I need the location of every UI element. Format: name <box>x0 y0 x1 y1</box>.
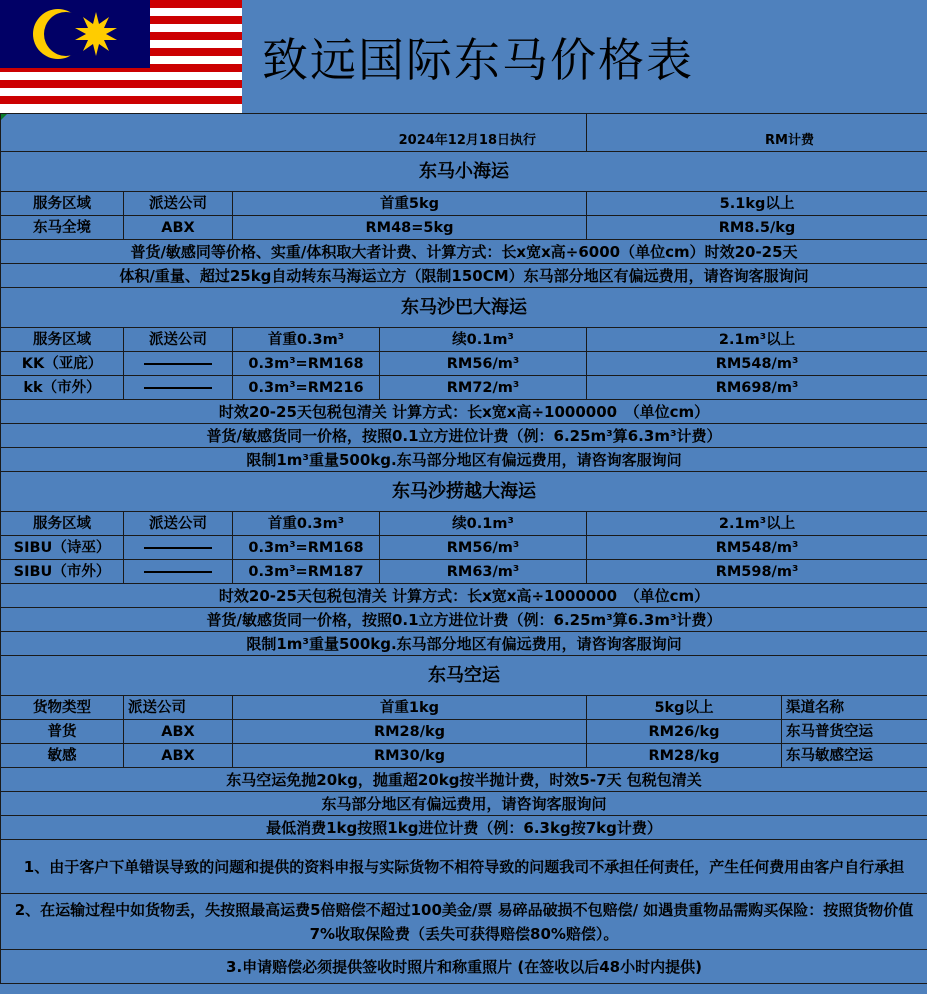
table-header-row <box>1 512 927 536</box>
effective-date: 2024年12月18日执行 <box>1 114 587 152</box>
note-row: 时效20-25天包税包清关 计算方式：长x宽x高÷1000000 （单位cm） <box>1 584 927 608</box>
table-header-row <box>1 192 927 216</box>
table-cell: KK（亚庇） <box>1 352 124 376</box>
table-cell: 0.3m³=RM187 <box>233 560 380 584</box>
table-cell: SIBU（诗巫） <box>1 536 124 560</box>
header-cell: 服务区域 <box>1 328 124 352</box>
table-cell: 0.3m³=RM216 <box>233 376 380 400</box>
table-cell: RM26/kg <box>587 720 782 744</box>
table-cell: ABX <box>124 216 233 240</box>
header-cell: 派送公司 <box>124 512 233 536</box>
header-cell: 服务区域 <box>1 192 124 216</box>
table-cell: 敏感 <box>1 744 124 768</box>
table-cell: RM598/m³ <box>587 560 927 584</box>
table-cell: RM30/kg <box>233 744 587 768</box>
dash-cell <box>124 536 233 560</box>
table-cell: RM63/m³ <box>380 560 587 584</box>
header-cell: 2.1m³以上 <box>587 328 927 352</box>
dash-cell <box>124 352 233 376</box>
dash-line <box>144 571 212 573</box>
section-title-small-sea: 东马小海运 <box>1 152 927 192</box>
table-cell: RM28/kg <box>233 720 587 744</box>
date-row <box>1 114 927 152</box>
table-row <box>1 216 927 240</box>
table-row <box>1 720 927 744</box>
table-cell: 0.3m³=RM168 <box>233 352 380 376</box>
terms-item: 3.申请赔偿必须提供签收时照片和称重照片 (在签收以后48小时内提供) <box>1 950 927 984</box>
header-cell: 派送公司 <box>124 696 233 720</box>
note-row: 最低消费1kg按照1kg进位计费（例：6.3kg按7kg计费） <box>1 816 927 840</box>
dash-cell <box>124 560 233 584</box>
table-cell: RM548/m³ <box>587 536 927 560</box>
note-row: 东马空运免抛20kg，抛重超20kg按半抛计费，时效5-7天 包税包清关 <box>1 768 927 792</box>
terms-item: 1、由于客户下单错误导致的问题和提供的资料申报与实际货物不相符导致的问题我司不承担任何责任，产生任何费用由客户自行承担 <box>1 840 927 894</box>
table-cell: 普货 <box>1 720 124 744</box>
table-cell: 东马全境 <box>1 216 124 240</box>
page-title: 致远国际东马价格表 <box>262 33 694 87</box>
note-row: 普货/敏感货同一价格，按照0.1立方进位计费（例：6.25m³算6.3m³计费） <box>1 608 927 632</box>
table-row <box>1 352 927 376</box>
table-cell: RM56/m³ <box>380 352 587 376</box>
header-cell: 首重5kg <box>233 192 587 216</box>
table-cell: ABX <box>124 720 233 744</box>
header-cell: 货物类型 <box>1 696 124 720</box>
section-title-sarawak-sea: 东马沙捞越大海运 <box>1 472 927 512</box>
header-cell: 5kg以上 <box>587 696 782 720</box>
note-row: 时效20-25天包税包清关 计算方式：长x宽x高÷1000000 （单位cm） <box>1 400 927 424</box>
cell-marker <box>1 114 7 120</box>
dash-line <box>144 547 212 549</box>
table-cell: 东马普货空运 <box>782 720 927 744</box>
table-cell: RM72/m³ <box>380 376 587 400</box>
note-row: 限制1m³重量500kg.东马部分地区有偏远费用，请咨询客服询问 <box>1 632 927 656</box>
terms-item: 2、在运输过程中如货物丢，失按照最高运费5倍赔偿不超过100美金/票 易碎品破损不包赔偿/ 如遇贵重物品需购买保险：按照货物价值7%收取保险费（丢失可获得赔偿80%赔偿）。 <box>1 894 927 950</box>
dash-line <box>144 387 212 389</box>
header-cell: 服务区域 <box>1 512 124 536</box>
note-row: 东马部分地区有偏远费用，请咨询客服询问 <box>1 792 927 816</box>
section-title-air: 东马空运 <box>1 656 927 696</box>
table-row <box>1 376 927 400</box>
header-cell: 渠道名称 <box>782 696 927 720</box>
currency-label: RM计费 <box>587 114 927 152</box>
header-cell: 2.1m³以上 <box>587 512 927 536</box>
table-cell: 0.3m³=RM168 <box>233 536 380 560</box>
header-cell: 首重0.3m³ <box>233 328 380 352</box>
table-row <box>1 536 927 560</box>
table-cell: ABX <box>124 744 233 768</box>
header-cell: 首重1kg <box>233 696 587 720</box>
table-header-row <box>1 696 927 720</box>
dash-cell <box>124 376 233 400</box>
table-cell: RM48=5kg <box>233 216 587 240</box>
header-cell: 5.1kg以上 <box>587 192 927 216</box>
table-header-row <box>1 328 927 352</box>
dash-line <box>144 363 212 365</box>
table-cell: RM698/m³ <box>587 376 927 400</box>
table-cell: RM56/m³ <box>380 536 587 560</box>
table-cell: SIBU（市外） <box>1 560 124 584</box>
table-cell: kk（市外） <box>1 376 124 400</box>
header-cell: 续0.1m³ <box>380 328 587 352</box>
note-row: 体积/重量、超过25kg自动转东马海运立方（限制150CM）东马部分地区有偏远费用，请咨询客服询问 <box>1 264 927 288</box>
price-table <box>0 113 927 984</box>
table-cell: RM8.5/kg <box>587 216 927 240</box>
malaysia-flag-icon <box>0 0 242 113</box>
table-cell: RM548/m³ <box>587 352 927 376</box>
header-cell: 派送公司 <box>124 192 233 216</box>
section-title-sabah-sea: 东马沙巴大海运 <box>1 288 927 328</box>
table-cell: 东马敏感空运 <box>782 744 927 768</box>
table-row <box>1 744 927 768</box>
note-row: 普货/敏感同等价格、实重/体积取大者计费、计算方式：长x宽x高÷6000（单位cm）时效20-25天 <box>1 240 927 264</box>
table-row <box>1 560 927 584</box>
table-cell: RM28/kg <box>587 744 782 768</box>
note-row: 限制1m³重量500kg.东马部分地区有偏远费用，请咨询客服询问 <box>1 448 927 472</box>
header-cell: 首重0.3m³ <box>233 512 380 536</box>
header-cell: 派送公司 <box>124 328 233 352</box>
header <box>0 0 927 113</box>
header-cell: 续0.1m³ <box>380 512 587 536</box>
note-row: 普货/敏感货同一价格，按照0.1立方进位计费（例：6.25m³算6.3m³计费） <box>1 424 927 448</box>
